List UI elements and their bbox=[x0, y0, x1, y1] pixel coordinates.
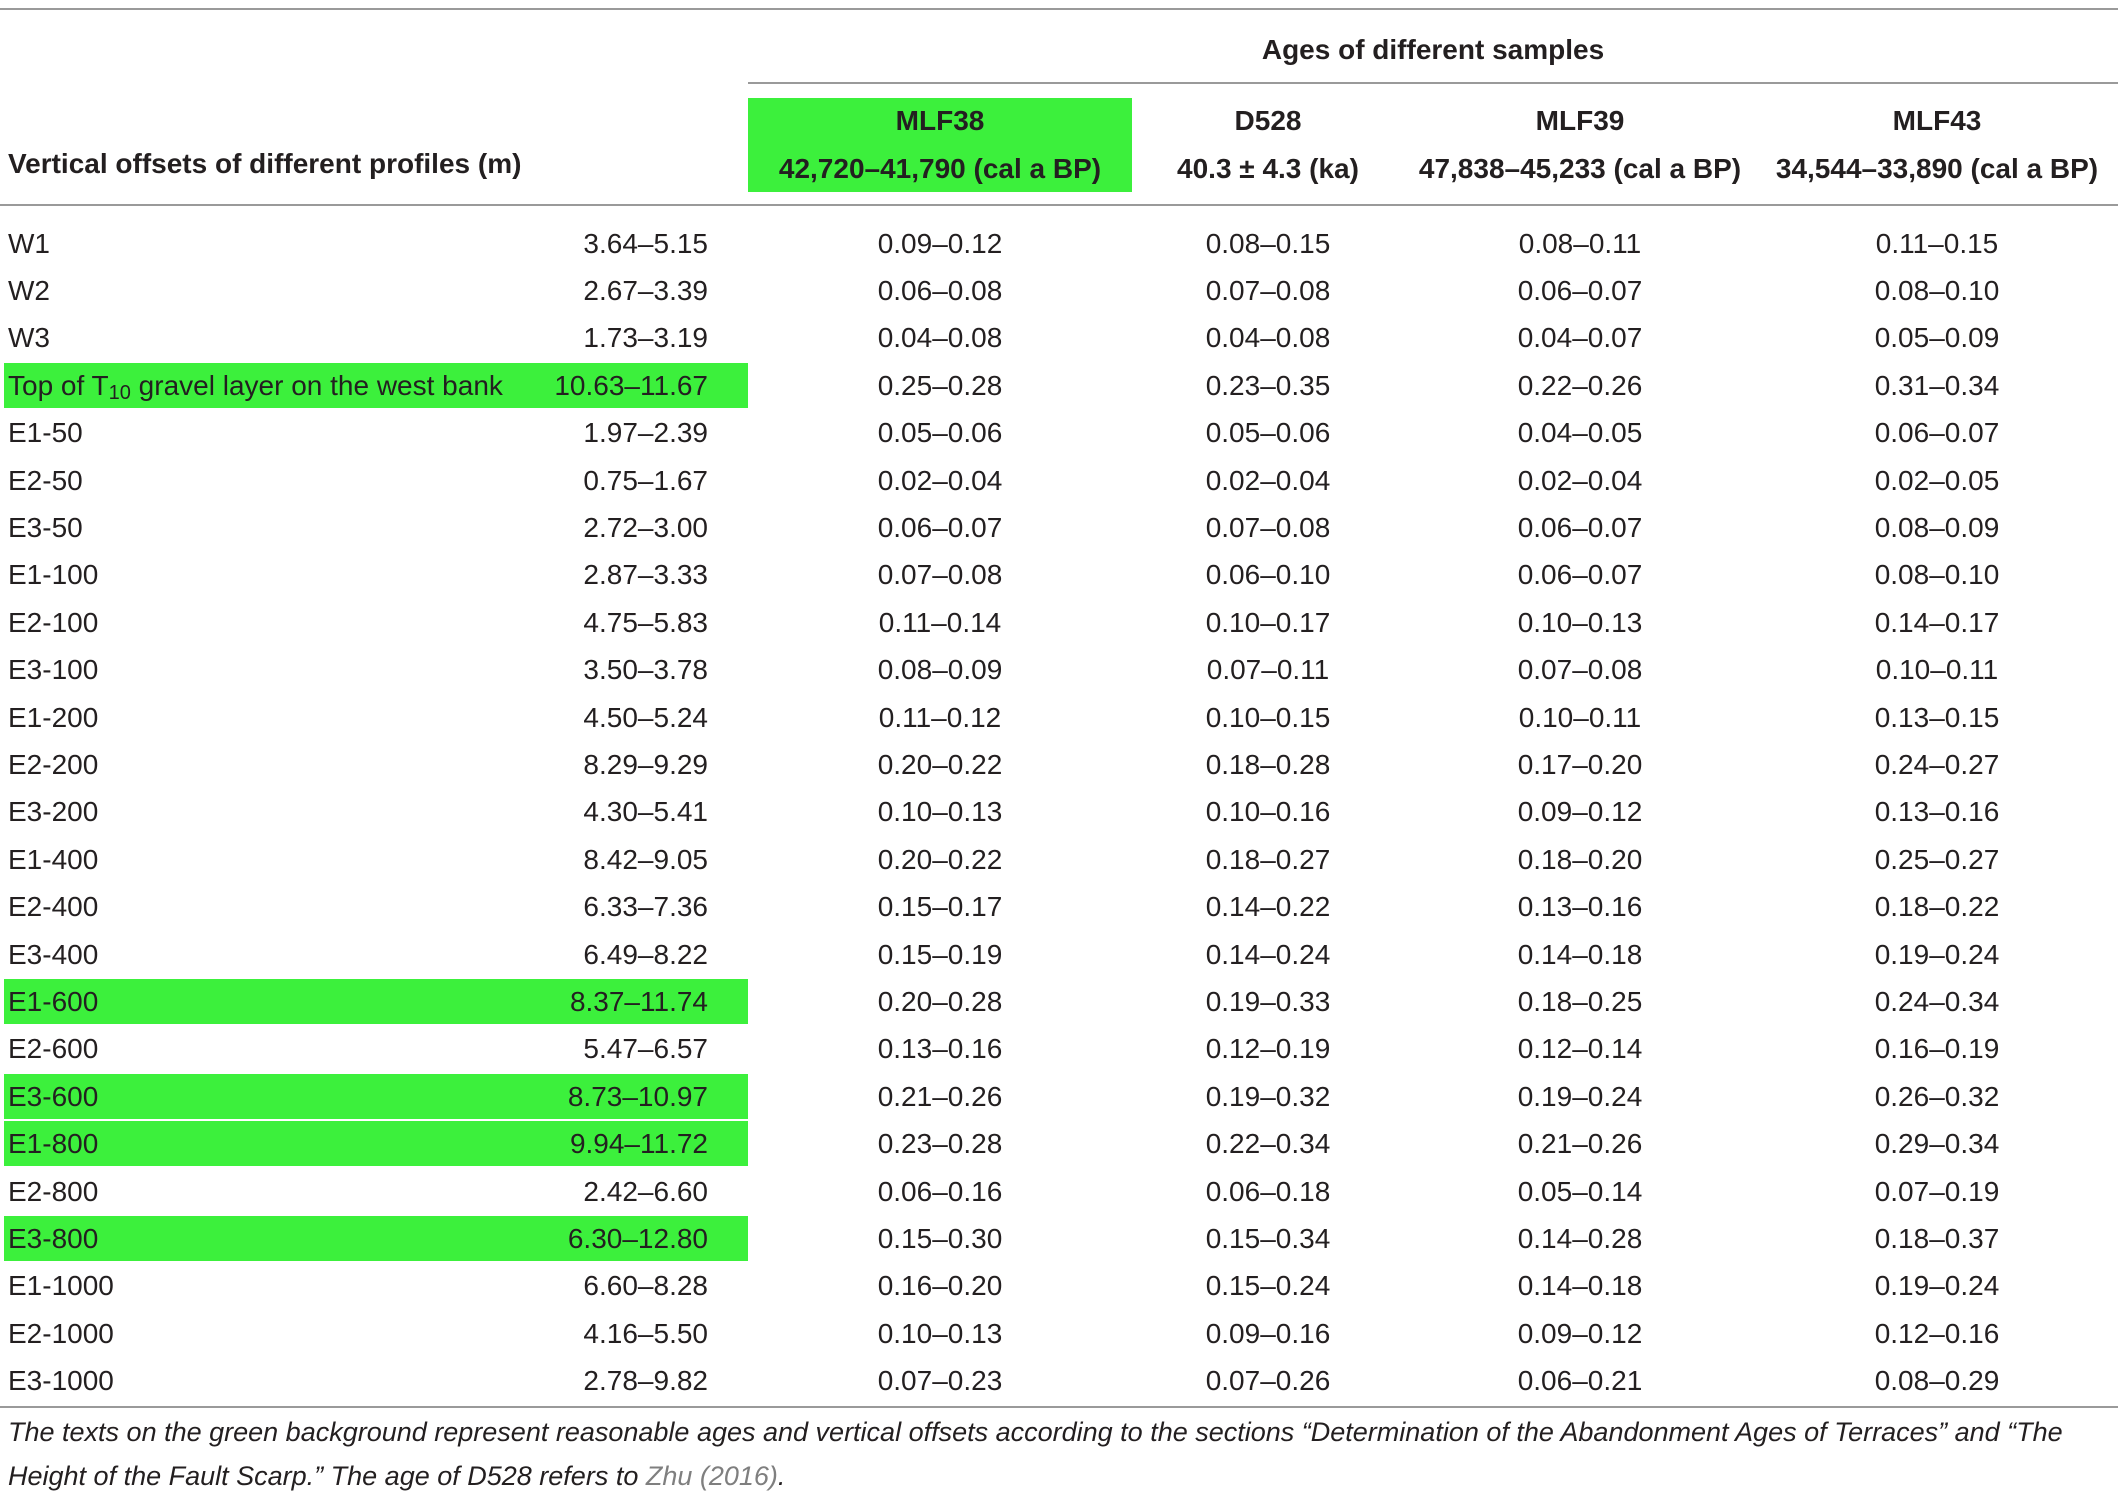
column-header-mlf43 bbox=[1756, 98, 2118, 192]
table-row bbox=[0, 457, 2118, 504]
vertical-offset-cell: 2.78–9.82 bbox=[583, 1365, 708, 1397]
vertical-offset-cell: 8.37–11.74 bbox=[569, 985, 708, 1017]
table-row bbox=[0, 552, 2118, 599]
table-row bbox=[0, 267, 2118, 314]
vertical-offset-cell: 6.49–8.22 bbox=[583, 938, 708, 970]
profile-name-cell: E1-100 bbox=[8, 559, 99, 591]
super-header-rule bbox=[748, 82, 2118, 84]
age-d528-cell: 0.22–0.34 bbox=[1205, 1128, 1331, 1160]
footnote-text: The texts on the green background represent reasonable ages and vertical offsets according to the sections “Determination of the Abandonment Ages of Terraces” and “The Height of the Fault Scarp.” The age of D528 refers to bbox=[8, 1417, 2063, 1491]
profile-name-cell: E2-1000 bbox=[8, 1317, 114, 1349]
profile-name-cell bbox=[8, 362, 503, 409]
age-d528-cell: 0.07–0.11 bbox=[1206, 654, 1330, 686]
profile-name-cell: E1-50 bbox=[8, 417, 83, 449]
vertical-offset-cell: 6.60–8.28 bbox=[583, 1270, 708, 1302]
age-mlf43-cell: 0.13–0.16 bbox=[1874, 796, 2000, 828]
age-mlf39-cell: 0.04–0.05 bbox=[1517, 417, 1643, 449]
column-header-name: D528 bbox=[1234, 105, 1302, 136]
vertical-offset-cell: 9.94–11.72 bbox=[569, 1128, 708, 1160]
age-mlf39-cell: 0.14–0.28 bbox=[1517, 1222, 1643, 1254]
age-mlf38-cell: 0.07–0.23 bbox=[877, 1365, 1003, 1397]
age-mlf43-cell: 0.25–0.27 bbox=[1874, 843, 2000, 875]
profile-name-cell: E1-1000 bbox=[8, 1270, 114, 1302]
age-d528-cell: 0.10–0.16 bbox=[1205, 796, 1331, 828]
vertical-offset-cell: 5.47–6.57 bbox=[583, 1033, 708, 1065]
age-mlf39-cell: 0.10–0.13 bbox=[1517, 606, 1643, 638]
vertical-offset-cell: 8.29–9.29 bbox=[583, 748, 708, 780]
profile-name-prefix: Top of T bbox=[8, 369, 109, 401]
table-row bbox=[0, 741, 2118, 788]
age-mlf43-cell: 0.12–0.16 bbox=[1874, 1317, 2000, 1349]
profile-name-cell: E2-200 bbox=[8, 748, 99, 780]
age-d528-cell: 0.09–0.16 bbox=[1205, 1317, 1331, 1349]
vertical-offset-cell: 1.73–3.19 bbox=[583, 322, 708, 354]
profile-name-subscript: 10 bbox=[108, 382, 131, 405]
age-d528-cell: 0.15–0.34 bbox=[1205, 1222, 1331, 1254]
age-mlf38-cell: 0.21–0.26 bbox=[877, 1080, 1003, 1112]
age-mlf38-cell: 0.13–0.16 bbox=[877, 1033, 1003, 1065]
age-mlf39-cell: 0.05–0.14 bbox=[1517, 1175, 1643, 1207]
age-mlf39-cell: 0.06–0.07 bbox=[1517, 512, 1643, 544]
age-mlf38-cell: 0.15–0.17 bbox=[877, 891, 1003, 923]
table-row bbox=[0, 1073, 2118, 1120]
age-d528-cell: 0.19–0.32 bbox=[1205, 1080, 1331, 1112]
age-mlf38-cell: 0.25–0.28 bbox=[877, 369, 1003, 401]
age-mlf38-cell: 0.10–0.13 bbox=[877, 1317, 1003, 1349]
age-mlf43-cell: 0.10–0.11 bbox=[1875, 654, 1999, 686]
table-row bbox=[0, 836, 2118, 883]
age-d528-cell: 0.12–0.19 bbox=[1205, 1033, 1331, 1065]
age-d528-cell: 0.06–0.10 bbox=[1205, 559, 1331, 591]
vertical-offset-cell: 4.50–5.24 bbox=[583, 701, 708, 733]
table-row bbox=[0, 789, 2118, 836]
table-row bbox=[0, 931, 2118, 978]
age-mlf43-cell: 0.24–0.27 bbox=[1874, 748, 2000, 780]
column-header-name: MLF39 bbox=[1535, 105, 1625, 136]
age-d528-cell: 0.15–0.24 bbox=[1205, 1270, 1331, 1302]
table-row bbox=[0, 315, 2118, 362]
age-mlf38-cell: 0.20–0.28 bbox=[877, 985, 1003, 1017]
profile-name-cell: E2-100 bbox=[8, 606, 99, 638]
profile-name-cell: E1-400 bbox=[8, 843, 99, 875]
age-d528-cell: 0.04–0.08 bbox=[1205, 322, 1331, 354]
table-row bbox=[0, 504, 2118, 551]
vertical-offset-cell: 3.50–3.78 bbox=[583, 654, 708, 686]
profile-name-cell: E3-800 bbox=[8, 1222, 99, 1254]
age-mlf43-cell: 0.18–0.37 bbox=[1874, 1222, 2000, 1254]
age-mlf38-cell: 0.20–0.22 bbox=[877, 843, 1003, 875]
vertical-offset-cell: 8.42–9.05 bbox=[583, 843, 708, 875]
age-mlf38-cell: 0.11–0.12 bbox=[878, 701, 1002, 733]
profile-name-cell: W1 bbox=[8, 227, 50, 259]
vertical-offset-cell: 2.87–3.33 bbox=[583, 559, 708, 591]
age-mlf43-cell: 0.29–0.34 bbox=[1874, 1128, 2000, 1160]
age-mlf43-cell: 0.31–0.34 bbox=[1874, 369, 2000, 401]
age-mlf38-cell: 0.11–0.14 bbox=[878, 606, 1002, 638]
age-mlf43-cell: 0.24–0.34 bbox=[1874, 985, 2000, 1017]
age-mlf39-cell: 0.18–0.25 bbox=[1517, 985, 1643, 1017]
vertical-offset-cell: 4.30–5.41 bbox=[583, 796, 708, 828]
age-mlf39-cell: 0.18–0.20 bbox=[1517, 843, 1643, 875]
age-mlf38-cell: 0.20–0.22 bbox=[877, 748, 1003, 780]
age-mlf39-cell: 0.10–0.11 bbox=[1518, 701, 1642, 733]
age-mlf39-cell: 0.13–0.16 bbox=[1517, 891, 1643, 923]
age-mlf43-cell: 0.11–0.15 bbox=[1875, 227, 1999, 259]
age-mlf39-cell: 0.06–0.07 bbox=[1517, 559, 1643, 591]
table-row bbox=[0, 1215, 2118, 1262]
vertical-offset-cell: 6.33–7.36 bbox=[583, 891, 708, 923]
profile-name-cell: E1-200 bbox=[8, 701, 99, 733]
column-header-age: 47,838–45,233 (cal a BP) bbox=[1418, 153, 1742, 184]
age-mlf38-cell: 0.23–0.28 bbox=[877, 1128, 1003, 1160]
vertical-offset-cell: 4.75–5.83 bbox=[583, 606, 708, 638]
age-mlf39-cell: 0.22–0.26 bbox=[1517, 369, 1643, 401]
table-row bbox=[0, 1263, 2118, 1310]
age-mlf43-cell: 0.18–0.22 bbox=[1874, 891, 2000, 923]
age-mlf38-cell: 0.16–0.20 bbox=[877, 1270, 1003, 1302]
vertical-offset-cell: 3.64–5.15 bbox=[583, 227, 708, 259]
age-d528-cell: 0.07–0.26 bbox=[1205, 1365, 1331, 1397]
age-d528-cell: 0.14–0.22 bbox=[1205, 891, 1331, 923]
age-d528-cell: 0.10–0.17 bbox=[1205, 606, 1331, 638]
column-header-name: MLF38 bbox=[895, 105, 985, 136]
age-mlf43-cell: 0.16–0.19 bbox=[1874, 1033, 2000, 1065]
vertical-offset-cell: 2.67–3.39 bbox=[583, 275, 708, 307]
bottom-rule bbox=[0, 1406, 2118, 1408]
age-mlf43-cell: 0.08–0.10 bbox=[1874, 559, 2000, 591]
age-mlf38-cell: 0.02–0.04 bbox=[877, 464, 1003, 496]
age-mlf39-cell: 0.02–0.04 bbox=[1517, 464, 1643, 496]
age-d528-cell: 0.02–0.04 bbox=[1205, 464, 1331, 496]
column-header-d528 bbox=[1132, 98, 1404, 192]
age-mlf43-cell: 0.08–0.10 bbox=[1874, 275, 2000, 307]
age-mlf38-cell: 0.05–0.06 bbox=[877, 417, 1003, 449]
table-row bbox=[0, 1168, 2118, 1215]
footnote-end: . bbox=[777, 1461, 786, 1491]
age-d528-cell: 0.23–0.35 bbox=[1205, 369, 1331, 401]
age-mlf38-cell: 0.06–0.08 bbox=[877, 275, 1003, 307]
vertical-offset-cell: 1.97–2.39 bbox=[583, 417, 708, 449]
age-mlf38-cell: 0.09–0.12 bbox=[877, 227, 1003, 259]
profile-name-cell: E3-400 bbox=[8, 938, 99, 970]
citation-link[interactable]: Zhu (2016) bbox=[645, 1461, 778, 1491]
age-mlf43-cell: 0.19–0.24 bbox=[1874, 938, 2000, 970]
column-header-age: 40.3 ± 4.3 (ka) bbox=[1177, 153, 1359, 184]
column-header-name: MLF43 bbox=[1892, 105, 1982, 136]
vertical-offset-cell: 0.75–1.67 bbox=[583, 464, 708, 496]
vertical-offset-cell: 2.72–3.00 bbox=[583, 512, 708, 544]
table-row bbox=[0, 1026, 2118, 1073]
header-rule bbox=[0, 204, 2118, 206]
age-d528-cell: 0.05–0.06 bbox=[1205, 417, 1331, 449]
age-d528-cell: 0.14–0.24 bbox=[1205, 938, 1331, 970]
table-row bbox=[0, 410, 2118, 457]
profile-name-cell: E2-600 bbox=[8, 1033, 99, 1065]
age-mlf39-cell: 0.09–0.12 bbox=[1517, 1317, 1643, 1349]
age-mlf43-cell: 0.14–0.17 bbox=[1874, 606, 2000, 638]
vertical-offset-cell: 10.63–11.67 bbox=[554, 369, 708, 401]
age-mlf43-cell: 0.13–0.15 bbox=[1874, 701, 2000, 733]
table-row bbox=[0, 1357, 2118, 1404]
profile-name-cell: E3-200 bbox=[8, 796, 99, 828]
table-body bbox=[0, 220, 2118, 1405]
age-d528-cell: 0.10–0.15 bbox=[1205, 701, 1331, 733]
column-header-age: 34,544–33,890 (cal a BP) bbox=[1775, 153, 2099, 184]
table-footnote bbox=[8, 1410, 2112, 1498]
column-header-mlf39 bbox=[1404, 98, 1756, 192]
age-mlf43-cell: 0.26–0.32 bbox=[1874, 1080, 2000, 1112]
table-row bbox=[0, 883, 2118, 930]
age-d528-cell: 0.18–0.27 bbox=[1205, 843, 1331, 875]
age-mlf39-cell: 0.08–0.11 bbox=[1518, 227, 1642, 259]
table-row bbox=[0, 978, 2118, 1025]
age-mlf43-cell: 0.19–0.24 bbox=[1874, 1270, 2000, 1302]
age-mlf39-cell: 0.07–0.08 bbox=[1517, 654, 1643, 686]
table-row bbox=[0, 647, 2118, 694]
table-row bbox=[0, 362, 2118, 409]
age-mlf39-cell: 0.12–0.14 bbox=[1517, 1033, 1643, 1065]
table-row bbox=[0, 220, 2118, 267]
profile-name-cell: E2-400 bbox=[8, 891, 99, 923]
age-mlf39-cell: 0.14–0.18 bbox=[1517, 938, 1643, 970]
vertical-offset-cell: 4.16–5.50 bbox=[583, 1317, 708, 1349]
profile-name-cell: E2-50 bbox=[8, 464, 83, 496]
age-mlf43-cell: 0.06–0.07 bbox=[1874, 417, 2000, 449]
top-rule bbox=[0, 8, 2118, 10]
vertical-offset-cell: 8.73–10.97 bbox=[567, 1080, 708, 1112]
age-mlf38-cell: 0.06–0.16 bbox=[877, 1175, 1003, 1207]
table-row bbox=[0, 1310, 2118, 1357]
age-mlf39-cell: 0.21–0.26 bbox=[1517, 1128, 1643, 1160]
table-row bbox=[0, 1120, 2118, 1167]
age-d528-cell: 0.07–0.08 bbox=[1205, 512, 1331, 544]
ages-super-header: Ages of different samples bbox=[1261, 34, 1605, 65]
profile-name-cell: E3-1000 bbox=[8, 1365, 114, 1397]
age-mlf38-cell: 0.10–0.13 bbox=[877, 796, 1003, 828]
profile-name-suffix: gravel layer on the west bank bbox=[130, 369, 503, 401]
age-mlf39-cell: 0.09–0.12 bbox=[1517, 796, 1643, 828]
profile-name-cell: E3-100 bbox=[8, 654, 99, 686]
age-mlf38-cell: 0.07–0.08 bbox=[877, 559, 1003, 591]
age-mlf39-cell: 0.19–0.24 bbox=[1517, 1080, 1643, 1112]
age-mlf38-cell: 0.15–0.19 bbox=[877, 938, 1003, 970]
profile-name-cell: W3 bbox=[8, 322, 50, 354]
profile-name-cell: W2 bbox=[8, 275, 50, 307]
age-mlf39-cell: 0.17–0.20 bbox=[1517, 748, 1643, 780]
age-mlf43-cell: 0.08–0.29 bbox=[1874, 1365, 2000, 1397]
age-mlf39-cell: 0.04–0.07 bbox=[1517, 322, 1643, 354]
profile-name-cell: E3-600 bbox=[8, 1080, 99, 1112]
age-mlf43-cell: 0.07–0.19 bbox=[1874, 1175, 2000, 1207]
age-d528-cell: 0.08–0.15 bbox=[1205, 227, 1331, 259]
age-mlf38-cell: 0.04–0.08 bbox=[877, 322, 1003, 354]
table-row bbox=[0, 694, 2118, 741]
age-mlf38-cell: 0.06–0.07 bbox=[877, 512, 1003, 544]
age-mlf39-cell: 0.06–0.21 bbox=[1517, 1365, 1643, 1397]
profile-name-cell: E2-800 bbox=[8, 1175, 99, 1207]
age-d528-cell: 0.18–0.28 bbox=[1205, 748, 1331, 780]
age-mlf38-cell: 0.08–0.09 bbox=[877, 654, 1003, 686]
table-row bbox=[0, 599, 2118, 646]
age-mlf39-cell: 0.14–0.18 bbox=[1517, 1270, 1643, 1302]
age-d528-cell: 0.19–0.33 bbox=[1205, 985, 1331, 1017]
age-mlf43-cell: 0.08–0.09 bbox=[1874, 512, 2000, 544]
age-mlf43-cell: 0.05–0.09 bbox=[1874, 322, 2000, 354]
row-header: Vertical offsets of different profiles (m) bbox=[8, 148, 522, 179]
age-d528-cell: 0.07–0.08 bbox=[1205, 275, 1331, 307]
age-d528-cell: 0.06–0.18 bbox=[1205, 1175, 1331, 1207]
profile-name-cell: E1-600 bbox=[8, 985, 99, 1017]
vertical-offset-cell: 6.30–12.80 bbox=[567, 1222, 708, 1254]
age-mlf43-cell: 0.02–0.05 bbox=[1874, 464, 2000, 496]
profile-name-cell: E1-800 bbox=[8, 1128, 99, 1160]
age-mlf39-cell: 0.06–0.07 bbox=[1517, 275, 1643, 307]
vertical-offset-cell: 2.42–6.60 bbox=[583, 1175, 708, 1207]
age-mlf38-cell: 0.15–0.30 bbox=[877, 1222, 1003, 1254]
column-header-age: 42,720–41,790 (cal a BP) bbox=[778, 153, 1102, 184]
profile-name-cell: E3-50 bbox=[8, 512, 83, 544]
column-header-mlf38 bbox=[748, 98, 1132, 192]
